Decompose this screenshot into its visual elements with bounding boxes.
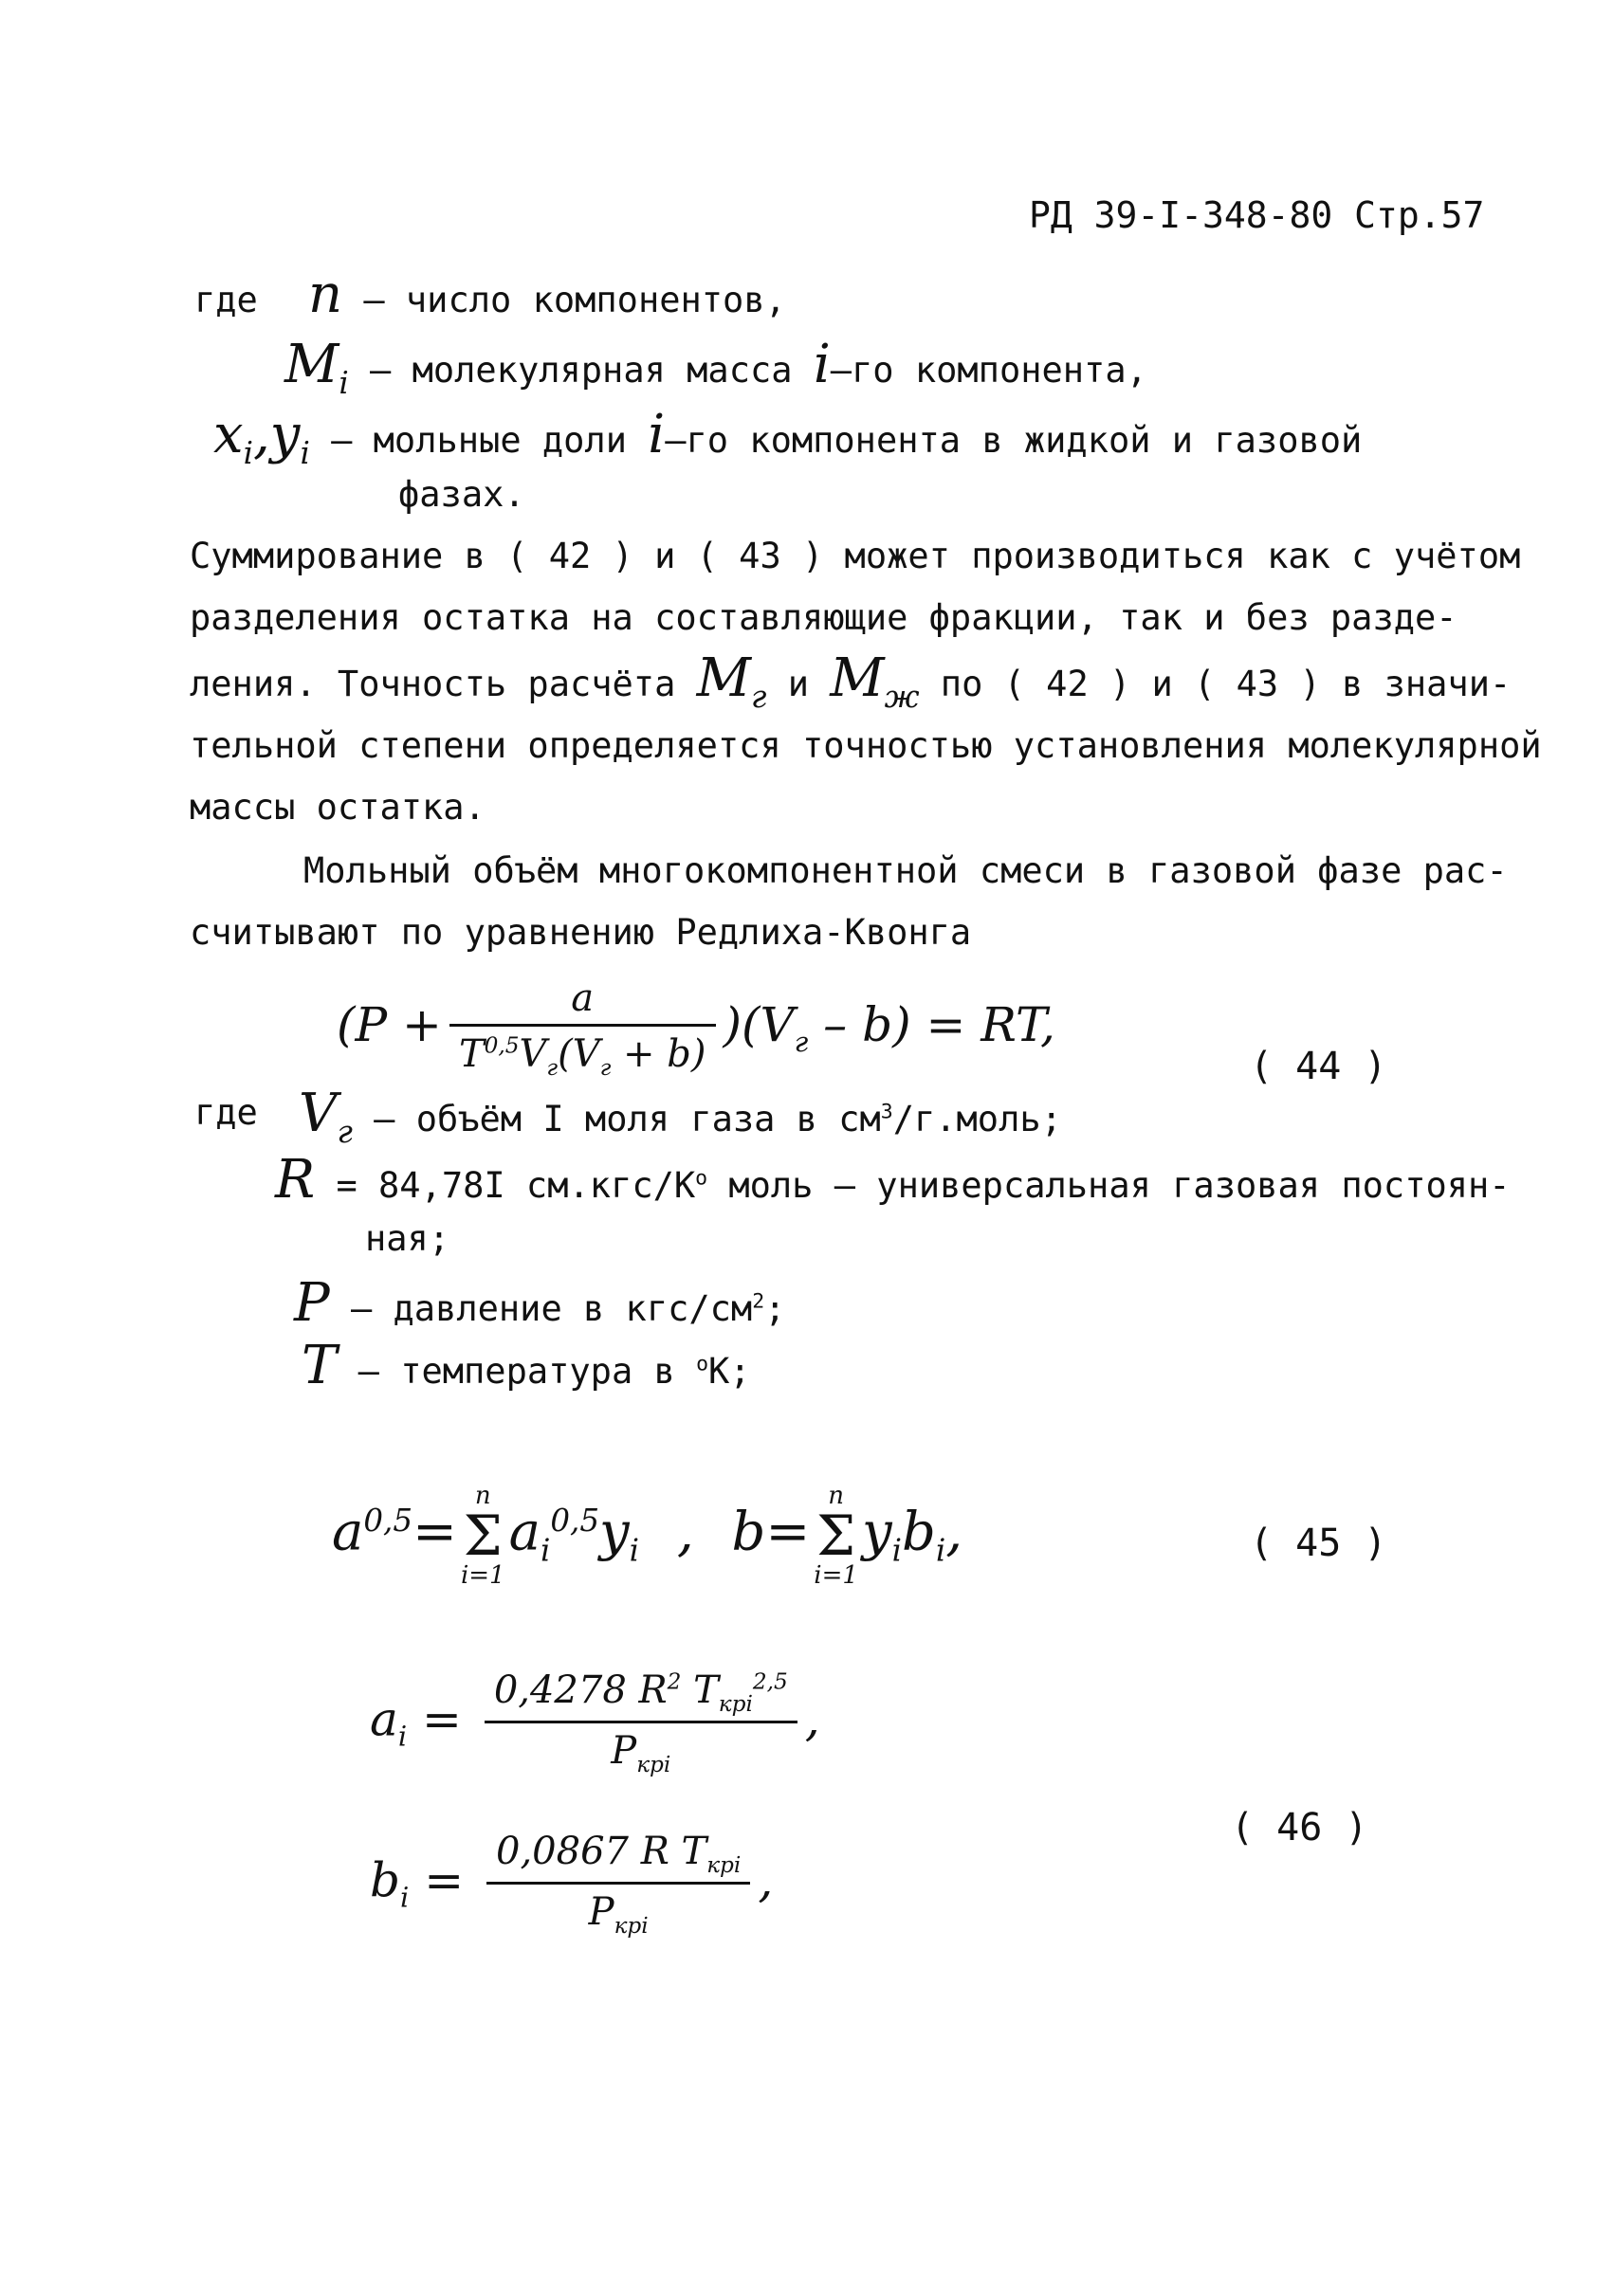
equation-44-number: ( 44 ) bbox=[1250, 1045, 1387, 1088]
equation-45: $a^{0,5}=$ n Σ i=1 $a_i^{0,5}y_i$ , b= n Σ i=1 $y_ib_i$, bbox=[332, 1482, 963, 1590]
para1-line3: ления. Точность расчёта $M_г$ и $M_ж$ по ( 42 ) и ( 43 ) в значи- bbox=[190, 647, 1512, 716]
equation-45-number: ( 45 ) bbox=[1250, 1522, 1387, 1565]
para2-line1: Мольный объём многокомпонентной смеси в газовой фазе рас- bbox=[303, 850, 1508, 891]
M-definition bbox=[284, 334, 1147, 401]
M-description-tail: –го компонента, bbox=[830, 350, 1147, 391]
where-label: где bbox=[194, 280, 258, 320]
xy-description-cont: фазах. bbox=[398, 474, 525, 515]
R-definition-cont: ная; bbox=[365, 1218, 450, 1259]
equation-44: (P + $\frac{a}{T^{0,5}V_г(V_г + b)}$ )$(V_г - b)$ = RT, bbox=[337, 976, 1055, 1081]
equation-46-number: ( 46 ) bbox=[1231, 1806, 1368, 1850]
para2-line2: считывают по уравнению Редлиха-Квонга bbox=[190, 912, 972, 953]
page-header: РД 39-I-348-80 Стр.57 bbox=[1029, 194, 1485, 236]
n-description: – число компонентов, bbox=[363, 280, 786, 320]
R-definition: R = 84,78I $см.кгс/К^о$ моль – универсальная газовая постоян- bbox=[275, 1149, 1511, 1211]
n-definition bbox=[308, 264, 786, 325]
i-symbol-2: i bbox=[648, 404, 666, 465]
xy-definition bbox=[213, 404, 1362, 471]
xy-symbol: $x_i,y_i$ bbox=[213, 404, 310, 472]
where-label-2: где bbox=[194, 1092, 258, 1133]
xy-description-tail: –го компонента в жидкой и газовой bbox=[665, 420, 1363, 461]
xy-description: – мольные доли bbox=[331, 420, 627, 461]
para1-line4: тельной степени определяется точностью установления молекулярной bbox=[190, 725, 1542, 766]
equation-46a: $a_i$ = $\frac{0,4278 R^2 T_{крi}^{2,5}}{P_{крi}}$ , bbox=[370, 1668, 820, 1777]
para1-line1: Суммирование в ( 42 ) и ( 43 ) может производиться как с учётом bbox=[190, 536, 1521, 576]
n-symbol: n bbox=[308, 264, 343, 325]
i-symbol: i bbox=[813, 334, 831, 395]
para1-line2: разделения остатка на составляющие фракции, так и без разде- bbox=[190, 597, 1457, 638]
equation-46b: $b_i$ = $\frac{0,0867 R T_{крi}}{P_{крi}}$ , bbox=[370, 1830, 774, 1939]
M-symbol: $M_i$ bbox=[284, 334, 349, 402]
T-definition: T – температура в $^о$К; bbox=[302, 1335, 751, 1396]
P-definition: P – давление в кгс/$см^2$; bbox=[294, 1272, 786, 1334]
para1-line5: массы остатка. bbox=[190, 787, 486, 828]
M-description: – молекулярная масса bbox=[370, 350, 793, 391]
V-definition: $V_г$ – объём I моля газа в $см^3/г.моль$; bbox=[299, 1083, 1062, 1151]
